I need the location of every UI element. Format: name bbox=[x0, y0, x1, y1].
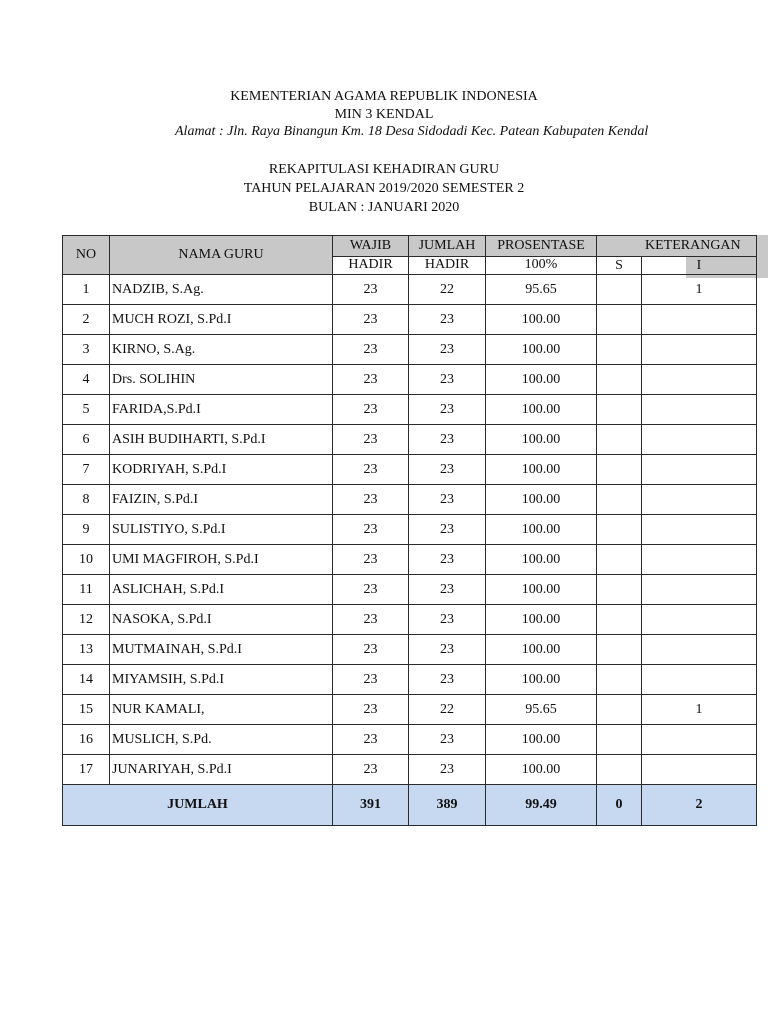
col-name-header: NAMA GURU bbox=[110, 236, 333, 275]
attendance-percentage: 100.00 bbox=[486, 725, 597, 755]
permission-count bbox=[642, 485, 757, 515]
table-row bbox=[63, 275, 757, 305]
required-attendance: 23 bbox=[333, 275, 409, 305]
teacher-name: MUCH ROZI, S.Pd.I bbox=[110, 305, 333, 335]
academic-year: TAHUN PELAJARAN 2019/2020 SEMESTER 2 bbox=[243, 181, 525, 196]
attendance-percentage: 100.00 bbox=[486, 545, 597, 575]
permission-count bbox=[642, 395, 757, 425]
actual-attendance: 22 bbox=[409, 695, 486, 725]
row-number: 11 bbox=[63, 575, 110, 605]
required-attendance: 23 bbox=[333, 695, 409, 725]
col-prosentase-header-line2: 100% bbox=[486, 257, 597, 275]
teacher-name: UMI MAGFIROH, S.Pd.I bbox=[110, 545, 333, 575]
col-keterangan-header: KETERANGAN bbox=[597, 236, 757, 257]
row-number: 3 bbox=[63, 335, 110, 365]
actual-attendance: 23 bbox=[409, 545, 486, 575]
teacher-name: MUTMAINAH, S.Pd.I bbox=[110, 635, 333, 665]
teacher-name: NUR KAMALI, bbox=[110, 695, 333, 725]
sick-count bbox=[597, 725, 642, 755]
permission-count bbox=[642, 545, 757, 575]
sick-count bbox=[597, 695, 642, 725]
col-jumlah-header-line1: JUMLAH bbox=[409, 236, 486, 257]
teacher-name: SULISTIYO, S.Pd.I bbox=[110, 515, 333, 545]
table-row bbox=[63, 695, 757, 725]
actual-attendance: 23 bbox=[409, 395, 486, 425]
col-s-header: S bbox=[597, 257, 642, 275]
row-number: 10 bbox=[63, 545, 110, 575]
table-row bbox=[63, 455, 757, 485]
total-percentage: 99.49 bbox=[486, 785, 597, 826]
attendance-percentage: 100.00 bbox=[486, 425, 597, 455]
attendance-percentage: 100.00 bbox=[486, 305, 597, 335]
attendance-percentage: 100.00 bbox=[486, 665, 597, 695]
row-number: 8 bbox=[63, 485, 110, 515]
attendance-percentage: 100.00 bbox=[486, 365, 597, 395]
required-attendance: 23 bbox=[333, 665, 409, 695]
row-number: 2 bbox=[63, 305, 110, 335]
permission-count bbox=[642, 365, 757, 395]
teacher-name: ASIH BUDIHARTI, S.Pd.I bbox=[110, 425, 333, 455]
report-month: BULAN : JANUARI 2020 bbox=[308, 200, 460, 215]
row-number: 13 bbox=[63, 635, 110, 665]
row-number: 1 bbox=[63, 275, 110, 305]
sick-count bbox=[597, 485, 642, 515]
attendance-percentage: 100.00 bbox=[486, 635, 597, 665]
required-attendance: 23 bbox=[333, 725, 409, 755]
table-header-row bbox=[63, 236, 757, 257]
teacher-name: MIYAMSIH, S.Pd.I bbox=[110, 665, 333, 695]
actual-attendance: 23 bbox=[409, 425, 486, 455]
required-attendance: 23 bbox=[333, 395, 409, 425]
table-row bbox=[63, 305, 757, 335]
sick-count bbox=[597, 635, 642, 665]
permission-count bbox=[642, 605, 757, 635]
attendance-percentage: 100.00 bbox=[486, 455, 597, 485]
attendance-table bbox=[62, 235, 757, 826]
teacher-name: NADZIB, S.Ag. bbox=[110, 275, 333, 305]
required-attendance: 23 bbox=[333, 605, 409, 635]
row-number: 16 bbox=[63, 725, 110, 755]
row-number: 9 bbox=[63, 515, 110, 545]
total-sick: 0 bbox=[597, 785, 642, 826]
permission-count bbox=[642, 305, 757, 335]
total-row bbox=[63, 785, 757, 826]
actual-attendance: 23 bbox=[409, 305, 486, 335]
sick-count bbox=[597, 605, 642, 635]
school-name: MIN 3 KENDAL bbox=[334, 107, 434, 122]
actual-attendance: 23 bbox=[409, 335, 486, 365]
permission-count bbox=[642, 635, 757, 665]
attendance-percentage: 100.00 bbox=[486, 395, 597, 425]
school-address: Alamat : Jln. Raya Binangun Km. 18 Desa Sidodadi Kec. Patean Kabupaten Kendal bbox=[175, 124, 649, 139]
attendance-percentage: 100.00 bbox=[486, 335, 597, 365]
teacher-name: KIRNO, S.Ag. bbox=[110, 335, 333, 365]
required-attendance: 23 bbox=[333, 575, 409, 605]
actual-attendance: 23 bbox=[409, 515, 486, 545]
row-number: 7 bbox=[63, 455, 110, 485]
col-wajib-header-line2: HADIR bbox=[333, 257, 409, 275]
col-prosentase-header-line1: PROSENTASE bbox=[486, 236, 597, 257]
teacher-name: ASLICHAH, S.Pd.I bbox=[110, 575, 333, 605]
teacher-name: NASOKA, S.Pd.I bbox=[110, 605, 333, 635]
sick-count bbox=[597, 335, 642, 365]
table-row bbox=[63, 335, 757, 365]
actual-attendance: 23 bbox=[409, 665, 486, 695]
row-number: 4 bbox=[63, 365, 110, 395]
table-row bbox=[63, 725, 757, 755]
sick-count bbox=[597, 755, 642, 785]
row-number: 14 bbox=[63, 665, 110, 695]
table-row bbox=[63, 425, 757, 455]
attendance-percentage: 100.00 bbox=[486, 575, 597, 605]
row-number: 15 bbox=[63, 695, 110, 725]
actual-attendance: 23 bbox=[409, 635, 486, 665]
table-row bbox=[63, 635, 757, 665]
total-required: 391 bbox=[333, 785, 409, 826]
attendance-percentage: 95.65 bbox=[486, 695, 597, 725]
sick-count bbox=[597, 665, 642, 695]
table-row bbox=[63, 575, 757, 605]
row-number: 17 bbox=[63, 755, 110, 785]
permission-count bbox=[642, 725, 757, 755]
col-i-header: I bbox=[642, 257, 757, 275]
sick-count bbox=[597, 545, 642, 575]
sick-count bbox=[597, 365, 642, 395]
actual-attendance: 23 bbox=[409, 605, 486, 635]
required-attendance: 23 bbox=[333, 635, 409, 665]
attendance-percentage: 100.00 bbox=[486, 605, 597, 635]
permission-count bbox=[642, 575, 757, 605]
permission-count bbox=[642, 515, 757, 545]
total-actual: 389 bbox=[409, 785, 486, 826]
permission-count bbox=[642, 335, 757, 365]
attendance-percentage: 100.00 bbox=[486, 755, 597, 785]
table-row bbox=[63, 605, 757, 635]
actual-attendance: 23 bbox=[409, 575, 486, 605]
ministry-title: KEMENTERIAN AGAMA REPUBLIK INDONESIA bbox=[230, 89, 538, 104]
table-row bbox=[63, 545, 757, 575]
total-permission: 2 bbox=[642, 785, 757, 826]
actual-attendance: 23 bbox=[409, 485, 486, 515]
required-attendance: 23 bbox=[333, 455, 409, 485]
report-title: REKAPITULASI KEHADIRAN GURU bbox=[268, 162, 500, 177]
teacher-name: JUNARIYAH, S.Pd.I bbox=[110, 755, 333, 785]
sick-count bbox=[597, 455, 642, 485]
sick-count bbox=[597, 575, 642, 605]
required-attendance: 23 bbox=[333, 545, 409, 575]
permission-count bbox=[642, 665, 757, 695]
actual-attendance: 23 bbox=[409, 725, 486, 755]
permission-count: 1 bbox=[642, 275, 757, 305]
attendance-percentage: 100.00 bbox=[486, 515, 597, 545]
sick-count bbox=[597, 305, 642, 335]
actual-attendance: 23 bbox=[409, 455, 486, 485]
permission-count: 1 bbox=[642, 695, 757, 725]
required-attendance: 23 bbox=[333, 425, 409, 455]
table-row bbox=[63, 755, 757, 785]
table-row bbox=[63, 485, 757, 515]
attendance-percentage: 100.00 bbox=[486, 485, 597, 515]
sick-count bbox=[597, 425, 642, 455]
actual-attendance: 23 bbox=[409, 755, 486, 785]
table-row bbox=[63, 665, 757, 695]
attendance-table-container bbox=[62, 235, 741, 828]
sick-count bbox=[597, 395, 642, 425]
teacher-name: FARIDA,S.Pd.I bbox=[110, 395, 333, 425]
col-jumlah-header-line2: HADIR bbox=[409, 257, 486, 275]
permission-count bbox=[642, 425, 757, 455]
row-number: 5 bbox=[63, 395, 110, 425]
actual-attendance: 22 bbox=[409, 275, 486, 305]
required-attendance: 23 bbox=[333, 305, 409, 335]
required-attendance: 23 bbox=[333, 755, 409, 785]
teacher-name: MUSLICH, S.Pd. bbox=[110, 725, 333, 755]
required-attendance: 23 bbox=[333, 365, 409, 395]
col-no-header: NO bbox=[63, 236, 110, 275]
total-label: JUMLAH bbox=[63, 785, 333, 826]
required-attendance: 23 bbox=[333, 515, 409, 545]
required-attendance: 23 bbox=[333, 485, 409, 515]
table-row bbox=[63, 515, 757, 545]
required-attendance: 23 bbox=[333, 335, 409, 365]
sick-count bbox=[597, 515, 642, 545]
table-row bbox=[63, 365, 757, 395]
permission-count bbox=[642, 455, 757, 485]
sick-count bbox=[597, 275, 642, 305]
actual-attendance: 23 bbox=[409, 365, 486, 395]
attendance-percentage: 95.65 bbox=[486, 275, 597, 305]
teacher-name: KODRIYAH, S.Pd.I bbox=[110, 455, 333, 485]
teacher-name: FAIZIN, S.Pd.I bbox=[110, 485, 333, 515]
teacher-name: Drs. SOLIHIN bbox=[110, 365, 333, 395]
permission-count bbox=[642, 755, 757, 785]
table-row bbox=[63, 395, 757, 425]
col-wajib-header-line1: WAJIB bbox=[333, 236, 409, 257]
row-number: 6 bbox=[63, 425, 110, 455]
row-number: 12 bbox=[63, 605, 110, 635]
